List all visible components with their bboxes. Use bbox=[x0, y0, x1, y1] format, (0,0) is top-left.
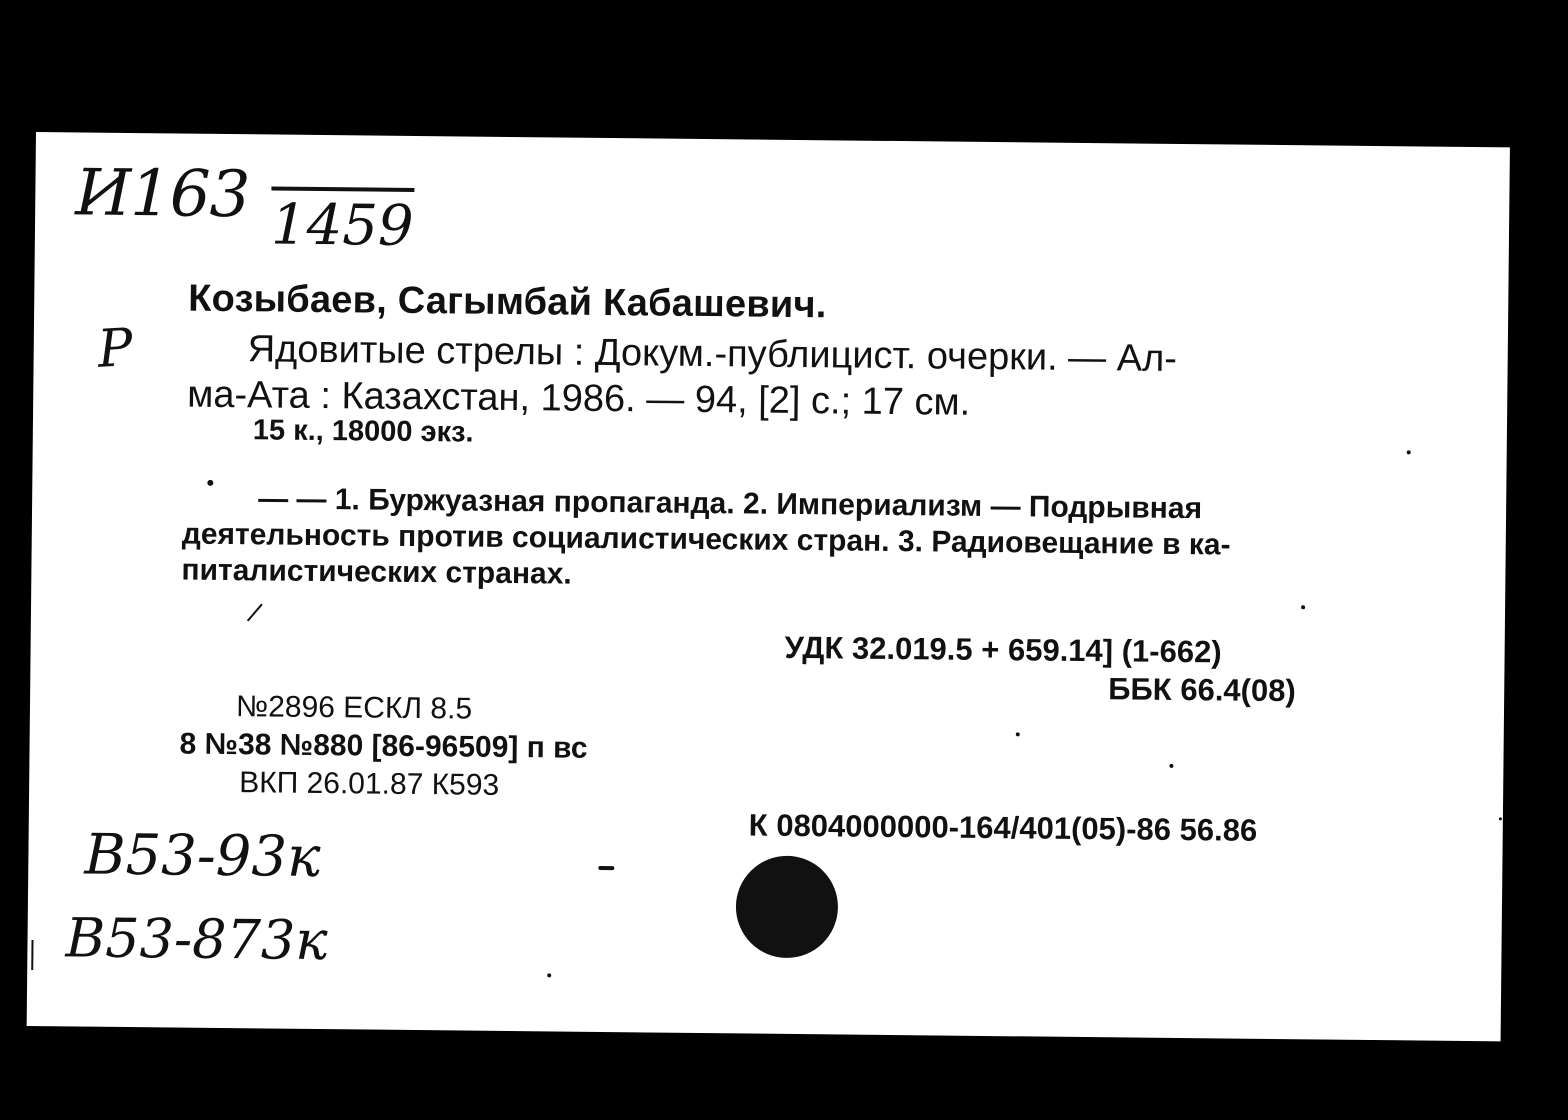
subjects-line-2: деятельность против социалистических стран. 3. Радиовещание в ка- bbox=[181, 517, 1231, 562]
ink-speck bbox=[1301, 605, 1305, 609]
handwritten-top-fraction: 1459 bbox=[271, 186, 414, 258]
punch-hole bbox=[735, 855, 838, 958]
edge-mark bbox=[31, 940, 33, 970]
record-number-line: №2896 ЕСКЛ 8.5 bbox=[235, 690, 473, 726]
ink-speck bbox=[1016, 732, 1020, 736]
subjects-line-3: питалистических странах. bbox=[181, 553, 572, 591]
handwritten-bottom-1: В53-93к bbox=[84, 822, 321, 891]
ink-speck bbox=[1407, 450, 1411, 454]
handwritten-bottom-2: В53-873к bbox=[65, 906, 328, 973]
ink-speck bbox=[207, 480, 213, 486]
bbk-code: ББК 66.4(08) bbox=[1108, 671, 1296, 709]
ink-speck bbox=[1169, 764, 1173, 768]
handwritten-side-mark: Р bbox=[95, 317, 135, 380]
author-name: Козыбаев, Сагымбай Кабашевич. bbox=[188, 277, 827, 327]
pencil-mark bbox=[247, 604, 263, 622]
vkp-line: ВКП 26.01.87 К593 bbox=[239, 766, 500, 802]
order-number-line: 8 №38 №880 [86-96509] п вс bbox=[179, 727, 588, 765]
udk-code: УДК 32.019.5 + 659.14] (1-662) bbox=[784, 629, 1222, 670]
ink-speck bbox=[547, 973, 551, 977]
price-copy-count: 15 к., 18000 экз. bbox=[252, 414, 474, 449]
catalog-card bbox=[27, 132, 1510, 1041]
title-line-2: ма-Ата : Казахстан, 1986. — 94, [2] с.; 17 см. bbox=[187, 373, 971, 424]
ink-dash bbox=[598, 866, 614, 870]
ink-speck bbox=[1499, 817, 1502, 820]
handwritten-top-code: И163 bbox=[74, 156, 250, 233]
title-line-1: Ядовитые стрелы : Докум.-публицист. очерки. — Ал- bbox=[247, 328, 1178, 380]
subjects-line-1: — — 1. Буржуазная пропаганда. 2. Империализм — Подрывная bbox=[257, 482, 1203, 526]
bottom-catalog-code: К 0804000000-164/401(05)-86 56.86 bbox=[748, 807, 1258, 848]
